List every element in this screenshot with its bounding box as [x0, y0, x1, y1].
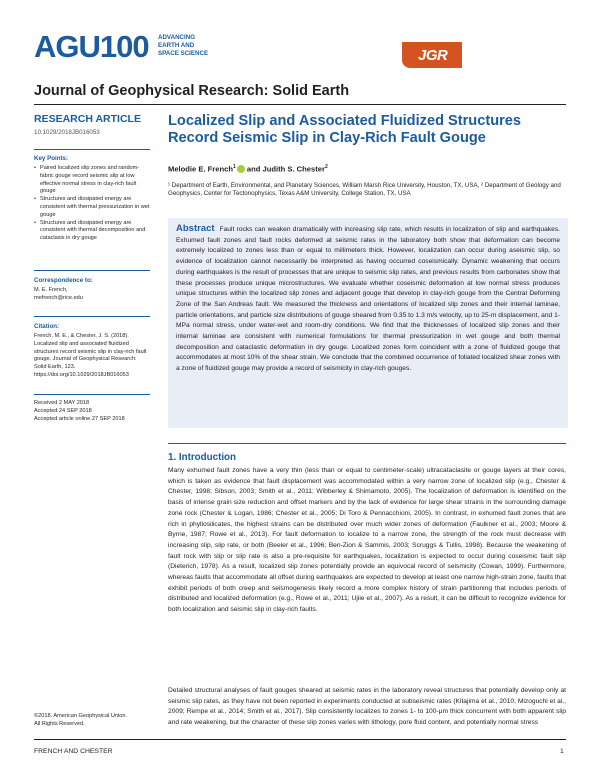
author-list [168, 164, 328, 174]
sidebar-divider [34, 270, 150, 271]
sidebar-divider [34, 149, 150, 150]
accepted-date: Accepted 24 SEP 2018 [34, 407, 92, 414]
section-heading: 1. Introduction [168, 452, 237, 463]
key-point-item: • Structures and dissipated energy are consistent with thermal decomposition and cataclasis in dry gouge [34, 220, 150, 243]
header-divider [34, 104, 566, 105]
agu100-logo [34, 30, 234, 64]
abstract [176, 224, 560, 375]
jgr-badge-label: JGR [418, 47, 448, 64]
abstract-label: Abstract [176, 223, 215, 234]
key-points [34, 155, 150, 243]
abstract-text: Fault rocks can weaken dramatically with increasing slip rate, which results in localization of slip and earthquakes. Exhumed fault zones and fault rocks deformed at seismic rates in the laboratory both show that deformation can become extremely localized to zones less than or equal to millimeters thick. However, localization can occur during aseismic slip, so evidence of localization cannot necessarily be interpreted as having occurred coseismically. Dynamic weakening that occurs during earthquakes is the result of processes that are unique to seismic slip rates, and previous results from carbonates show that these processes produce unique microstructures. We evaluate whether coseismic deformation at low normal stress produces unique structures within the localized slip zones and adjacent gouge that develop in clay-rich gouge from the Central Deforming Zone of the San Andreas fault. We measured the thickness and orientations of localized slip zones and their internal laminae, particle orientations, and particle size distributions of gouge sheared from 0.35 to 1.3 m/s velocity, up to 25-m displacement, and 1-MPa normal stress, under water-wet and room-dry conditions. We find that the thicknesses of localized slip zones and their internal laminae are consistent with numerical formulations for thermal pressurization in wet gouge and both thermal decomposition and cataclastic deformation in dry gouge. Localized zones form coincident with a zone of fluidized gouge that accommodates at most 10% of the shear strain. We conclude that the combined occurrence of foliated localized shear zones with a zone of fluidized gouge may provide a record of seismicity in clay-rich gouges. [176, 226, 560, 373]
received-date: Received 2 MAY 2018 [34, 400, 90, 406]
author-affiliation-marker: 2 [324, 164, 328, 170]
abstract-box [168, 218, 568, 428]
orcid-icon[interactable] [237, 165, 245, 173]
dates [34, 400, 150, 423]
section-divider [168, 443, 566, 444]
sidebar [34, 113, 150, 136]
logo-wordmark: AGU100 [34, 29, 149, 64]
correspondence-email[interactable]: mefrench@rice.edu [34, 294, 83, 301]
running-footer: FRENCH AND CHESTER [34, 748, 113, 755]
logo-tagline: ADVANCING EARTH AND SPACE SCIENCE [158, 34, 209, 57]
affiliations: ¹ Department of Earth, Environmental, and Planetary Sciences, William Marsh Rice University, Houston, TX, USA, ² Department of Geology and Geophysics, Center for Tectonophysics, Texas A&M University, College Station, TX, USA [168, 182, 561, 197]
accepted-online-date: Accepted article online 27 SEP 2018 [34, 415, 125, 422]
body-paragraph: Detailed structural analyses of fault gouges sheared at seismic rates in the laboratory reveal structures that potentially develop only at seismic slip rates, as they have not been reported in experiments conducted at subseismic rates (Kitajima et al., 2010; Mizoguchi et al., 2009; Rempe et al., 2014; Smith et al., 2017). Slip consistently localizes to zones 1- to 100-μm thick concurrent with both apparent slip and rate weakening, but the character of these slip zones varies with lithology, pore fluid content, and potentially normal stress [168, 687, 566, 727]
key-points-label: Key Points: [34, 155, 69, 162]
correspondence-label: Correspondence to: [34, 277, 93, 284]
citation-text: French, M. E., & Chester, J. S. (2018). Localized slip and associated fluidized structures record seismic slip in clay-rich fault gouge. Journal of Geophysical Research: Solid Earth, 123. https://doi.org/10.1029/2018JB016053 [34, 333, 147, 378]
article-type: RESEARCH ARTICLE [34, 113, 141, 125]
copyright: ©2018. American Geophysical Union. All Rights Reserved. [34, 713, 128, 727]
author-name: and Judith S. Chester [246, 164, 325, 174]
body-paragraph: Many exhumed fault zones have a very thin (less than or equal to centimeter-scale) ultracataclasite or gouge layers at their cores, which is taken as evidence that fault displacement was accommodated within a very narrow zone of localized slip (e.g., Chester & Chester, 1998; Sibson, 2003; Smith et al., 2011; Wibberley & Shimamoto, 2005). The localization of deformation is identified on the basis of intense grain size reduction and offset markers and by the lack of evidence for large shear strains in the surrounding damage zone rock (Chester & Logan, 1986; Chester et al., 2005; Di Toro & Pennacchioni, 2005). In contrast, in exhumed fault zones that are rich in phyllosilicates, the highest strains can be distributed over much wider zones of deformation (Faulkner et al., 2003; Moore & Byrne, 1987; Rowe et al., 2013). For fault deformation to localize to a narrow zone, the strength of the rock must decrease with increasing slip, slip rate, or both (Beeler et al., 1996; Ben-Zion & Sammis, 2003; Scruggs & Tullis, 1998). Because the weakening of fault rock with slip or slip rate is also a pre-requisite for earthquakes, localization is expected to occur during coseismic fault slip (Dieterich, 1978). As a result, localized slip zones potentially provide an equivocal record of seismicity (Cowan, 1999). Furthermore, whereas faults that accommodate all offset during earthquakes are expected to develop at least one narrow high-strain zone, faults that exhibit periods of both creep and seismogenesis likely record a more complex history of strain partitioning that includes periods of distributed and localized deformation (e.g., Rowe et al., 2011; Ujiie et al., 2007). As a result, it can be difficult to recognize evidence for both localization and seismic slip in clay-rich faults. [168, 467, 566, 614]
footer-divider [34, 739, 566, 740]
journal-name: Journal of Geophysical Research: Solid Earth [34, 83, 350, 99]
sidebar-divider [34, 316, 150, 317]
correspondence-name: M. E. French, [34, 287, 68, 293]
jgr-badge [402, 42, 462, 68]
sidebar-divider [34, 394, 150, 395]
author-affiliation-marker: 1 [232, 164, 236, 170]
citation [34, 323, 150, 380]
page-number: 1 [560, 748, 564, 755]
citation-label: Citation: [34, 323, 60, 330]
key-point-item: • Paired localized slip zones and random-fabric gouge record seismic slip at low effective normal stress in clay-rich fault gouge [34, 165, 150, 196]
article-title: Localized Slip and Associated Fluidized Structures Record Seismic Slip in Clay-Rich Fault Gouge [168, 113, 522, 146]
correspondence [34, 277, 150, 303]
author-name: Melodie E. French [168, 164, 233, 174]
key-point-item: • Structures and dissipated energy are consistent with thermal pressurization in wet gouge [34, 196, 150, 219]
article-doi[interactable]: 10.1029/2018JB016053 [34, 129, 100, 136]
